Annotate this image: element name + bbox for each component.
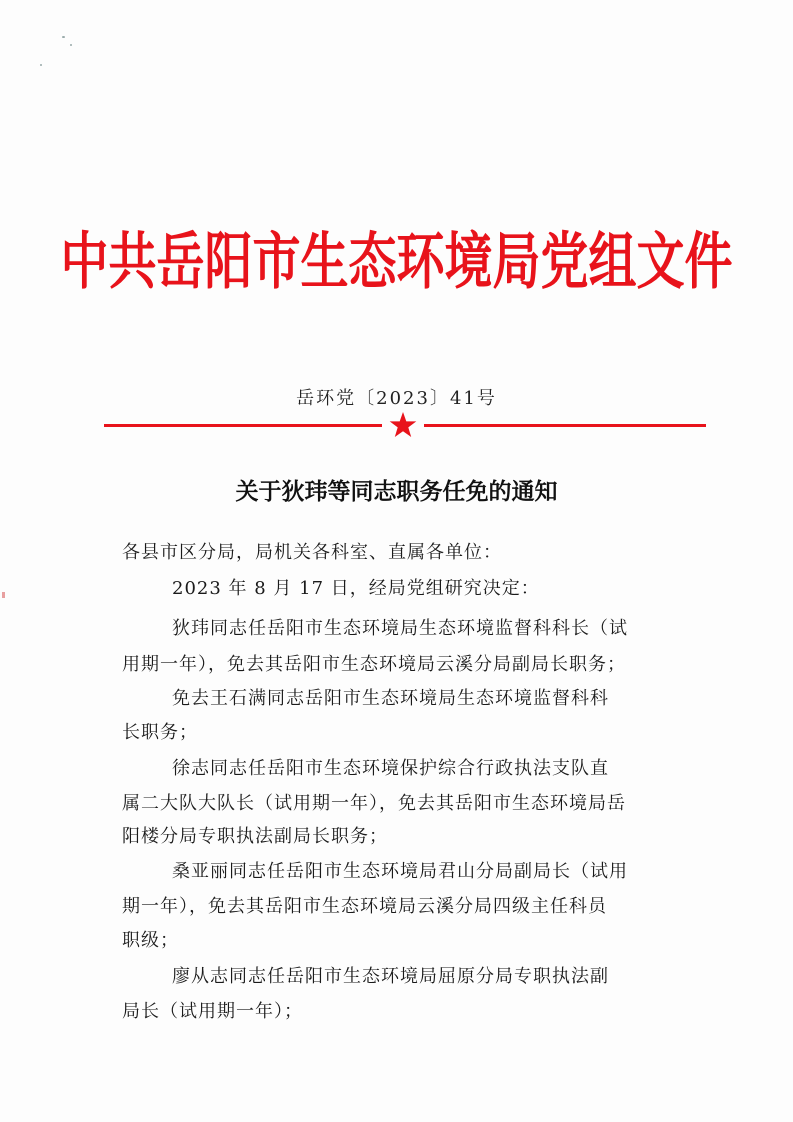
paragraph-line: 徐志同志任岳阳市生态环境保护综合行政执法支队直 <box>172 758 609 779</box>
paragraph-line: 用期一年），免去其岳阳市生态环境局云溪分局副局长职务； <box>122 654 626 675</box>
paragraph-line: 免去王石满同志岳阳市生态环境局生态环境监督科科 <box>172 688 609 709</box>
paragraph-line: 职级； <box>122 930 179 951</box>
paragraph-line: 属二大队大队长（试用期一年），免去其岳阳市生态环境局岳 <box>122 793 626 814</box>
scan-speck <box>70 44 72 46</box>
scan-speck <box>40 64 42 66</box>
notice-title: 关于狄玮等同志职务任免的通知 <box>235 478 558 505</box>
separator-line-left <box>104 424 382 427</box>
separator-line-right <box>424 424 706 427</box>
paragraph-line: 局长（试用期一年）； <box>122 1001 303 1022</box>
document-header-title: 中共岳阳市生态环境局党组文件 <box>60 226 733 298</box>
addressee-line: 各县市区分局，局机关各科室、直属各单位： <box>122 542 502 563</box>
paragraph-line: 桑亚丽同志任岳阳市生态环境局君山分局副局长（试用 <box>172 861 628 882</box>
red-star-icon <box>389 411 417 439</box>
paragraph-line: 阳楼分局专职执法副局长职务； <box>122 826 388 847</box>
document-number: 岳环党〔2023〕41号 <box>296 388 497 409</box>
paragraph-line: 狄玮同志任岳阳市生态环境局生态环境监督科科长（试 <box>172 618 628 639</box>
paragraph-line: 期一年），免去其岳阳市生态环境局云溪分局四级主任科员 <box>122 896 607 917</box>
paragraph-line: 廖从志同志任岳阳市生态环境局屈原分局专职执法副 <box>172 966 609 987</box>
scan-speck <box>62 36 65 38</box>
paragraph-line: 2023 年 8 月 17 日，经局党组研究决定： <box>172 578 540 599</box>
paragraph-line: 长职务； <box>122 722 198 743</box>
margin-mark <box>2 592 5 598</box>
